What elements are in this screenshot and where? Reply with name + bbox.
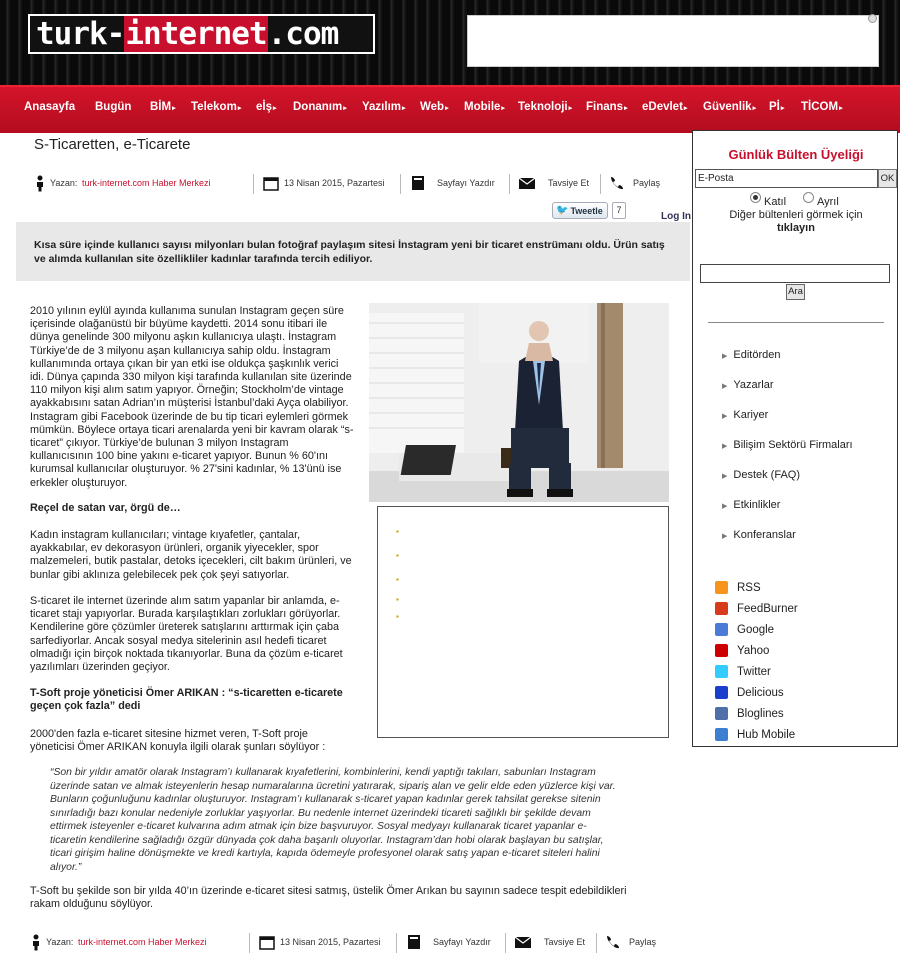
nav-label: BİM xyxy=(150,101,172,113)
feed-label: Google xyxy=(737,623,775,636)
article-meta-bottom xyxy=(0,933,690,955)
twitter-icon xyxy=(715,665,728,678)
envelope-icon[interactable] xyxy=(514,933,532,951)
ad-dot: ▪ xyxy=(396,595,399,604)
text-line: ticaret stajı yapıyorlar. Burada karşılaştıkları zorlukları görüyorlar. xyxy=(30,608,341,621)
nav-label: Bugün xyxy=(95,101,132,113)
feed-feedburner[interactable] xyxy=(715,602,798,615)
search-input[interactable] xyxy=(700,264,890,283)
click-here-link[interactable]: tıklayın xyxy=(777,222,815,234)
ad-dot: ▪ xyxy=(396,551,399,560)
meta-divider xyxy=(600,174,601,194)
tweet-count: 7 xyxy=(612,202,626,219)
author-label: Yazan: xyxy=(46,937,74,947)
text-line: yazılımları üzerinden geçiyor. xyxy=(30,661,170,674)
calendar-icon xyxy=(258,933,276,951)
article-photo xyxy=(369,303,669,502)
article-subheading-1: Reçel de satan var, örgü de… xyxy=(30,502,181,514)
share-link[interactable]: Paylaş xyxy=(633,178,661,188)
text-line: erkekler oluşturuyor. xyxy=(30,476,128,489)
nav-item-mobile[interactable] xyxy=(464,101,505,113)
feed-google[interactable] xyxy=(715,623,774,636)
nav-label: Anasayfa xyxy=(24,101,76,113)
text-line: dünya genelinde 300 milyonu aşkın kullanıcıya ulaştı. İnstagram xyxy=(30,331,337,344)
twitter-bird-icon: 🐦 xyxy=(556,205,569,216)
hubmobile-icon xyxy=(715,728,728,741)
photo-illustration xyxy=(369,303,669,502)
nav-item-yazilim[interactable] xyxy=(362,101,406,113)
main-nav xyxy=(0,85,900,133)
arrow-right-icon: ▶ xyxy=(722,443,728,450)
link-label: Etkinlikler xyxy=(733,499,781,511)
nav-item-finans[interactable] xyxy=(586,101,628,113)
text-line: üzerinde satan ve almak isteyenlerin hesap numaralarına ücretini yatırarak, sipariş alan ve gelir elde eden yüzlerce kişi var. xyxy=(50,780,616,792)
ad-dot: ▪ xyxy=(396,527,399,536)
rss-icon xyxy=(715,581,728,594)
text-line: alıyor.” xyxy=(50,861,82,873)
article-meta-top xyxy=(0,174,690,196)
print-icon[interactable] xyxy=(409,174,427,192)
recommend-link[interactable]: Tavsiye Et xyxy=(544,937,586,947)
text-line: T-Soft bu şekilde son bir yılda 40’ın üzerinde e-ticaret sitesi satmış, üstelik Ömer Arıkan bu sayının sadece tespit edebildikleri xyxy=(30,885,627,897)
feed-label: Twitter xyxy=(737,665,771,678)
feed-label: Delicious xyxy=(737,686,784,699)
share-icon[interactable] xyxy=(608,174,626,192)
nav-label: Mobile xyxy=(464,101,501,113)
text-line: yöneticisi Ömer ARIKAN konuyla ilgili olarak şunları söylüyor : xyxy=(30,741,326,754)
text-line: malzemeleri, butik pastalar, detoks içecekleri, cilt bakım ürünleri, ve xyxy=(30,555,352,568)
dropdown-arrow-icon: ▸ xyxy=(683,105,688,112)
article-paragraph-3 xyxy=(30,595,375,674)
text-line: rakam olduğunu söylüyor. xyxy=(30,898,154,911)
dropdown-arrow-icon: ▸ xyxy=(402,105,406,112)
text-line: bunlar gibi aklınıza gelebilecek pek çok şeyi satıyorlar. xyxy=(30,568,290,581)
article-paragraph-2 xyxy=(30,529,375,582)
leave-label: Ayrıl xyxy=(817,196,839,208)
logo-text-2: internet xyxy=(125,16,267,52)
feed-label: FeedBurner xyxy=(737,602,798,615)
nav-label: Donanım xyxy=(293,101,343,113)
sidebar-link-destek[interactable] xyxy=(722,469,800,481)
nav-item-bim[interactable] xyxy=(150,101,176,113)
email-field[interactable] xyxy=(695,169,878,188)
newsletter-title: Günlük Bülten Üyeliği xyxy=(728,147,864,162)
recommend-link[interactable]: Tavsiye Et xyxy=(548,178,590,188)
text-line: Kadın instagram kullanıcıları; vintage kıyafetler, çantalar, xyxy=(30,529,301,541)
link-label: Bilişim Sektörü Firmaları xyxy=(733,439,853,451)
feed-label: RSS xyxy=(737,581,761,594)
feed-hubmobile[interactable] xyxy=(715,728,795,741)
author-link[interactable]: turk-internet.com Haber Merkezi xyxy=(82,178,211,188)
calendar-icon xyxy=(262,174,280,192)
nav-label: eDevlet xyxy=(642,101,683,113)
text-line: geçen çok fazla” dedi xyxy=(30,700,141,713)
arrow-right-icon: ▶ xyxy=(722,473,728,480)
feed-label: Yahoo xyxy=(737,644,770,657)
article-paragraph-5 xyxy=(30,885,670,911)
text-line: ticari girişim haline dönüşmekte ve kredi kartıyla, kapıda ödemeyle profesyonel olarak satış yapan e-ticaret siteleri halini xyxy=(50,848,600,859)
nav-item-guvenlik[interactable] xyxy=(703,101,756,113)
arrow-right-icon: ▶ xyxy=(722,413,728,420)
text-line: ticaret” çıkıyor. Türkiye’de bulunan 3 milyon Instagram xyxy=(30,437,289,450)
dropdown-arrow-icon: ▸ xyxy=(445,105,449,112)
article-paragraph-4 xyxy=(30,728,375,754)
text-line: S-ticaret ile internet üzerinde alım satım yapanlar bir anlamda, e- xyxy=(30,595,340,607)
text-line: ayakkabılar, ev dekorasyon ürünleri, organik yiyecekler, spor xyxy=(30,542,319,555)
feed-twitter[interactable] xyxy=(715,665,771,678)
feed-label: Bloglines xyxy=(737,707,784,720)
ok-button[interactable]: OK xyxy=(878,169,897,188)
text-line: mümkün. Böylece ortaya ticari arenalarda yeni bir kavram olarak “s- xyxy=(30,423,354,436)
article-subheading-2 xyxy=(30,687,375,713)
text-line: sınırladığı bazı konular nedeniyle zorluklar yaşıyorlar. Bu nedenle internet üzerindeki ticareti sağlıklı bir şekilde devam xyxy=(50,807,591,819)
sidebar-link-etkinlikler[interactable] xyxy=(722,499,780,511)
text-line: 2000'den fazla e-ticaret sitesine hizmet veren, T-Soft proje xyxy=(30,728,308,740)
meta-divider xyxy=(509,174,510,194)
print-icon[interactable] xyxy=(405,933,423,951)
text-line: kullanımında ortaya çıkan bir yan etki ise oldukça şaşkınlık verici xyxy=(30,357,339,370)
text-line: Bunların çoğunluğunu kadınlar oluşturuyor. Instagram’ı kullanarak s-ticaret yapan kadınlar gerek tahsilat gerekse sitenin xyxy=(50,794,601,805)
nav-item-pi[interactable] xyxy=(769,101,784,113)
text-line: ticaretin kendilerine sağladığı özgür dünyada çok daha başarılı oluyorlar. Instagram’dan hobi olarak başlayan bu satışlar, xyxy=(50,834,604,846)
dropdown-arrow-icon: ▸ xyxy=(839,105,843,112)
sidebar-link-konferanslar[interactable] xyxy=(722,529,796,541)
dropdown-arrow-icon: ▸ xyxy=(568,105,573,112)
tweet-label: Tweetle xyxy=(570,205,603,216)
sidebar xyxy=(692,130,898,747)
nav-item-anasayfa[interactable] xyxy=(24,101,75,113)
ad-box[interactable] xyxy=(377,506,669,738)
nav-label: eİş xyxy=(256,101,272,113)
article-quote xyxy=(50,766,660,874)
sidebar-divider xyxy=(708,322,884,323)
text-line: içerisinde olağanüstü bir büyüme kaydetti. 2014 sonu itibari ile xyxy=(30,318,328,331)
feed-rss[interactable] xyxy=(715,581,761,594)
arrow-right-icon: ▶ xyxy=(722,383,728,390)
meta-divider xyxy=(505,933,506,953)
join-label: Katıl xyxy=(764,196,787,208)
dropdown-arrow-icon: ▸ xyxy=(501,105,505,112)
text-line: T-Soft proje yöneticisi Ömer ARIKAN : “s-ticaretten e-ticarete xyxy=(30,687,343,699)
nav-label: Teknoloji xyxy=(518,101,568,113)
banner-close-icon[interactable] xyxy=(868,14,877,23)
site-logo[interactable] xyxy=(28,14,375,54)
link-label: Kariyer xyxy=(733,409,769,421)
arrow-right-icon: ▶ xyxy=(722,503,728,510)
print-link[interactable]: Sayfayı Yazdır xyxy=(437,178,495,188)
text-line: ayakkabısını satan Adrian’ın müşterisi İstanbul’daki Ayça olabiliyor. xyxy=(30,397,349,410)
text-line: olmadığı için birçok noktada tıkanıyorlar. Buna da çözüm e-ticaret xyxy=(30,647,343,660)
leave-radio[interactable] xyxy=(803,192,814,203)
meta-divider xyxy=(249,933,250,953)
article-date: 13 Nisan 2015, Pazartesi xyxy=(280,937,381,947)
dropdown-arrow-icon: ▸ xyxy=(172,105,176,112)
text-line: ettirmek isteyenler e-ticaret kulvarına adım atmak için bize başvuruyor. Sosyal medyayı kullanarak ticaret yapanlar e- xyxy=(50,821,587,832)
logo-text-1: turk- xyxy=(36,16,125,52)
author-icon xyxy=(31,174,49,192)
text-line: Instagram gibi Facebook üzerinde de bu tip ticari eylemleri görmek xyxy=(30,410,349,423)
article-summary: Kısa süre içinde kullanıcı sayısı milyonları bulan fotoğraf paylaşım sitesi İnstagram yeni bir ticaret enstrümanı oldu. Ürün satış ve alımda kullanılan site özellikliler kadınlar tarafında tercih ediliyor. xyxy=(16,222,690,281)
arrow-right-icon: ▶ xyxy=(722,353,728,360)
text-line: Türkiye’de de 3 milyonu aşan kullanıcıya sahip oldu. İnstagram xyxy=(30,344,331,357)
feed-delicious[interactable] xyxy=(715,686,784,699)
nav-label: Telekom xyxy=(191,101,237,113)
text-line: 2010 yılının eylül ayında kullanıma sunulan Instagram geçen süre xyxy=(30,305,344,317)
feed-bloglines[interactable] xyxy=(715,707,784,720)
nav-item-donanim[interactable] xyxy=(293,101,347,113)
nav-label: Pİ xyxy=(769,101,780,113)
article-title: S-Ticaretten, e-Ticarete xyxy=(34,136,191,153)
meta-divider xyxy=(400,174,401,194)
login-link[interactable]: Log In xyxy=(661,211,691,222)
nav-item-bugun[interactable] xyxy=(95,101,131,113)
article-paragraph-1 xyxy=(30,305,370,490)
nav-label: Finans xyxy=(586,101,624,113)
article-date: 13 Nisan 2015, Pazartesi xyxy=(284,178,385,188)
nav-item-edevlet[interactable] xyxy=(642,101,687,113)
sidebar-link-firmalar[interactable] xyxy=(722,439,853,451)
other-newsletters-text: Diğer bültenleri görmek için xyxy=(729,209,863,221)
dropdown-arrow-icon: ▸ xyxy=(752,105,757,112)
meta-divider xyxy=(253,174,254,194)
link-label: Destek (FAQ) xyxy=(733,469,801,481)
text-line: sarfediyorlar. Ancak sosyal medya sitelerinin asıl hedefi ticaret xyxy=(30,634,327,647)
sidebar-link-editorden[interactable] xyxy=(722,349,780,361)
nav-label: Yazılım xyxy=(362,101,401,113)
nav-item-teknoloji[interactable] xyxy=(518,101,572,113)
dropdown-arrow-icon: ▸ xyxy=(273,105,277,112)
sidebar-link-kariyer[interactable] xyxy=(722,409,768,421)
author-icon xyxy=(27,933,45,951)
text-line: idi. Dünya çapında 330 milyon kişi tarafında kullanılan site üzerinde xyxy=(30,371,352,384)
author-label: Yazan: xyxy=(50,178,78,188)
meta-divider xyxy=(596,933,597,953)
nav-item-eis[interactable] xyxy=(256,101,277,113)
feed-yahoo[interactable] xyxy=(715,644,769,657)
logo-text-3: .com xyxy=(267,16,339,52)
text-line: Kendilerine göre çözümler üreterek satışlarını arttırmak için çaba xyxy=(30,621,340,634)
sidebar-link-yazarlar[interactable] xyxy=(722,379,774,391)
dropdown-arrow-icon: ▸ xyxy=(780,105,785,112)
text-line: kurumsal kullanıcılar oluşturuyor. % 27'sini kadınlar, % 13'ünü ise xyxy=(30,463,342,476)
ad-dot: ▪ xyxy=(396,612,399,621)
feedburner-icon xyxy=(715,602,728,615)
link-label: Editörden xyxy=(733,349,781,361)
dropdown-arrow-icon: ▸ xyxy=(343,105,347,112)
google-icon xyxy=(715,623,728,636)
nav-item-telekom[interactable] xyxy=(191,101,241,113)
join-radio[interactable] xyxy=(750,192,761,203)
bloglines-icon xyxy=(715,707,728,720)
delicious-icon xyxy=(715,686,728,699)
arrow-right-icon: ▶ xyxy=(722,533,728,540)
dropdown-arrow-icon: ▸ xyxy=(237,105,242,112)
ad-dot: ▪ xyxy=(396,575,399,584)
share-link[interactable]: Paylaş xyxy=(629,937,657,947)
nav-label: Güvenlik xyxy=(703,101,752,113)
tweet-button[interactable] xyxy=(552,202,608,219)
text-line: 110 milyon kişi alım satım yapıyor. Örneğin; Stockholm’de vintage xyxy=(30,384,344,397)
text-line: “Son bir yıldır amatör olarak Instagram’ı kullanarak kıyafetlerini, kombinlerini, kendi yaptığı takıları, sabunları Instagram xyxy=(50,767,596,778)
print-link[interactable]: Sayfayı Yazdır xyxy=(433,937,491,947)
banner-ad[interactable] xyxy=(467,15,879,67)
link-label: Yazarlar xyxy=(733,379,774,391)
nav-item-ticom[interactable] xyxy=(801,101,843,113)
dropdown-arrow-icon: ▸ xyxy=(624,105,628,112)
nav-label: TİCOM xyxy=(801,101,839,113)
feed-label: Hub Mobile xyxy=(737,728,796,741)
share-icon[interactable] xyxy=(604,933,622,951)
text-line: kullanıcısının 100 bine yakını e-ticaret yapıyor. Bunun % 60'ını xyxy=(30,450,328,463)
author-link[interactable]: turk-internet.com Haber Merkezi xyxy=(78,937,207,947)
nav-item-web[interactable] xyxy=(420,101,449,113)
nav-label: Web xyxy=(420,101,445,113)
link-label: Konferanslar xyxy=(733,529,796,541)
yahoo-icon xyxy=(715,644,728,657)
meta-divider xyxy=(396,933,397,953)
search-button[interactable]: Ara xyxy=(786,284,805,300)
site-header xyxy=(0,0,900,85)
envelope-icon[interactable] xyxy=(518,174,536,192)
